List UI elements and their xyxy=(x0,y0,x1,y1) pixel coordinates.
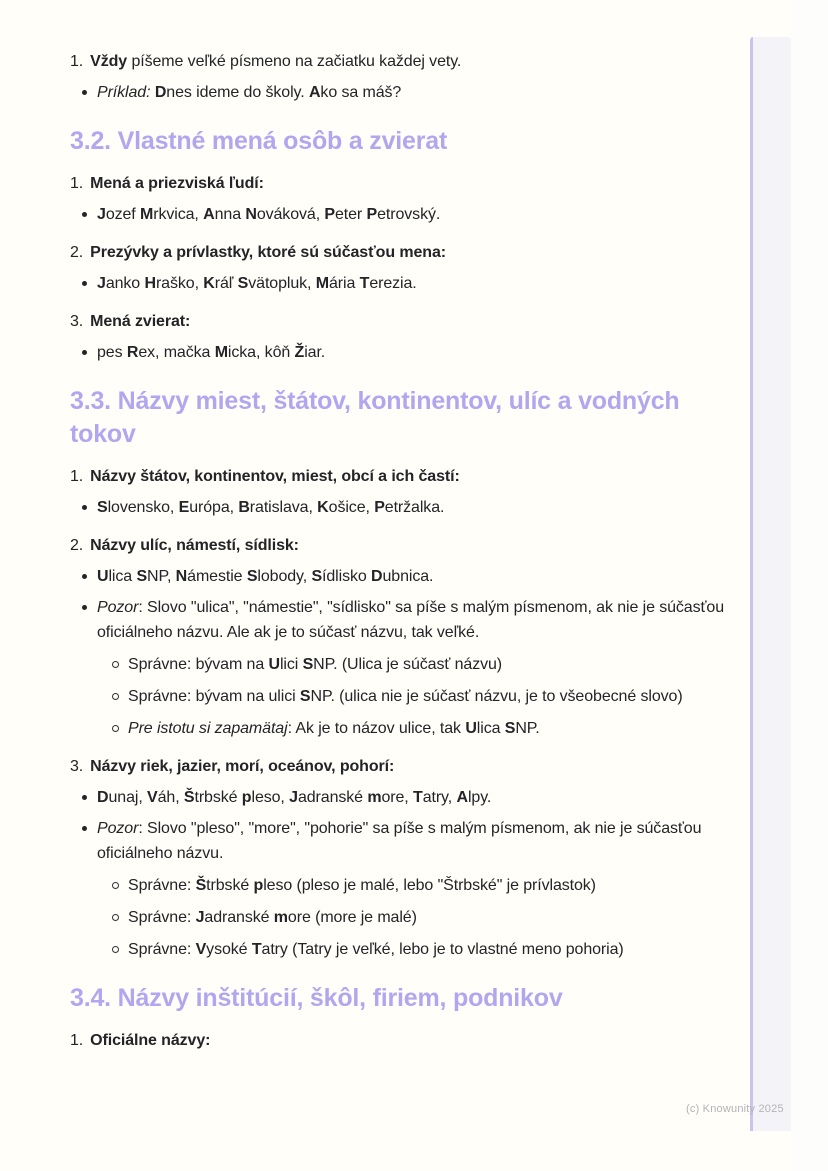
item-text: pes Rex, mačka Micka, kôň Žiar. xyxy=(97,344,326,361)
bullet-item xyxy=(82,564,724,589)
section-heading: 3.2. Vlastné mená osôb a zvierat xyxy=(70,127,448,155)
item-text: Správne: Vysoké Tatry (Tatry je veľké, lebo je to vlastné meno pohoria) xyxy=(128,941,624,958)
sub-bullet-item xyxy=(110,905,724,930)
item-number: 3. xyxy=(70,758,84,775)
bullet-icon xyxy=(82,281,87,286)
numbered-item xyxy=(70,171,724,196)
bullet-item xyxy=(82,80,724,105)
bullet-icon xyxy=(82,90,87,95)
bullet-icon xyxy=(82,795,87,800)
numbered-item xyxy=(70,1028,724,1053)
bullet-icon xyxy=(82,826,87,831)
bullet-icon xyxy=(82,574,87,579)
bullet-item xyxy=(82,595,724,645)
item-number: 1. xyxy=(70,1032,84,1049)
item-number: 1. xyxy=(70,53,84,70)
sub-bullet-item xyxy=(110,652,724,677)
item-text: Správne: Štrbské pleso (pleso je malé, lebo "Štrbské" je prívlastok) xyxy=(128,877,596,894)
numbered-item xyxy=(70,240,724,265)
item-text: Správne: Jadranské more (more je malé) xyxy=(128,909,417,926)
item-text: Názvy ulíc, námestí, sídlisk: xyxy=(90,537,299,554)
item-text: Pre istotu si zapamätaj: Ak je to názov ulice, tak Ulica SNP. xyxy=(128,720,540,737)
bullet-icon xyxy=(82,350,87,355)
item-number: 1. xyxy=(70,175,84,192)
numbered-item xyxy=(70,464,724,489)
next-page-edge-strip xyxy=(750,37,791,1131)
circle-bullet-icon xyxy=(112,693,119,700)
item-text: Pozor: Slovo "pleso", "more", "pohorie" sa píše s malým písmenom, ak nie je súčasťou oficiálneho názvu. xyxy=(97,820,702,862)
sub-bullet-item xyxy=(110,873,724,898)
circle-bullet-icon xyxy=(112,725,119,732)
bullet-icon xyxy=(82,605,87,610)
item-text: Oficiálne názvy: xyxy=(90,1032,211,1049)
circle-bullet-icon xyxy=(112,914,119,921)
item-text: Mená a priezviská ľudí: xyxy=(90,175,264,192)
item-text: Mená zvierat: xyxy=(90,313,191,330)
sub-bullet-item xyxy=(110,716,724,741)
copyright-watermark: (c) Knowunity 2025 xyxy=(686,1103,784,1115)
numbered-item xyxy=(70,49,724,74)
bullet-item xyxy=(82,202,724,227)
item-text: Slovensko, Európa, Bratislava, Košice, Petržalka. xyxy=(97,499,445,516)
item-text: Príklad: Dnes ideme do školy. Ako sa máš? xyxy=(97,84,402,101)
item-text: Správne: bývam na ulici SNP. (ulica nie je súčasť názvu, je to všeobecné slovo) xyxy=(128,688,683,705)
sub-bullet-item xyxy=(110,937,724,962)
section-heading: 3.3. Názvy miest, štátov, kontinentov, ulíc a vodných tokov xyxy=(70,387,680,448)
item-text: Janko Hraško, Kráľ Svätopluk, Mária Terezia. xyxy=(97,275,417,292)
item-text: Jozef Mrkvica, Anna Nováková, Peter Petrovský. xyxy=(97,206,441,223)
bullet-icon xyxy=(82,212,87,217)
bullet-item xyxy=(82,816,724,866)
bullet-item xyxy=(82,340,724,365)
bullet-item xyxy=(82,785,724,810)
item-text: Pozor: Slovo "ulica", "námestie", "sídlisko" sa píše s malým písmenom, ak nie je súčasťou oficiálneho názvu. Ale ak je to súčasť názvu, tak veľké. xyxy=(97,599,725,641)
item-number: 1. xyxy=(70,468,84,485)
section-heading: 3.4. Názvy inštitúcií, škôl, firiem, podnikov xyxy=(70,984,563,1012)
item-number: 2. xyxy=(70,244,84,261)
numbered-item xyxy=(70,533,724,558)
item-number: 2. xyxy=(70,537,84,554)
item-text: Správne: bývam na Ulici SNP. (Ulica je súčasť názvu) xyxy=(128,656,503,673)
bullet-icon xyxy=(82,505,87,510)
circle-bullet-icon xyxy=(112,946,119,953)
circle-bullet-icon xyxy=(112,882,119,889)
item-text: Názvy riek, jazier, morí, oceánov, pohorí: xyxy=(90,758,395,775)
numbered-item xyxy=(70,754,724,779)
item-text: Ulica SNP, Námestie Slobody, Sídlisko Dubnica. xyxy=(97,568,434,585)
item-text: Názvy štátov, kontinentov, miest, obcí a ich častí: xyxy=(90,468,460,485)
item-text: Prezývky a prívlastky, ktoré sú súčasťou mena: xyxy=(90,244,446,261)
item-number: 3. xyxy=(70,313,84,330)
bullet-item xyxy=(82,495,724,520)
bullet-item xyxy=(82,271,724,296)
item-text: Dunaj, Váh, Štrbské pleso, Jadranské more, Tatry, Alpy. xyxy=(97,789,492,806)
numbered-item xyxy=(70,309,724,334)
circle-bullet-icon xyxy=(112,661,119,668)
item-text: Vždy píšeme veľké písmeno na začiatku každej vety. xyxy=(90,53,462,70)
viewer-gutter xyxy=(791,0,828,1171)
sub-bullet-item xyxy=(110,684,724,709)
